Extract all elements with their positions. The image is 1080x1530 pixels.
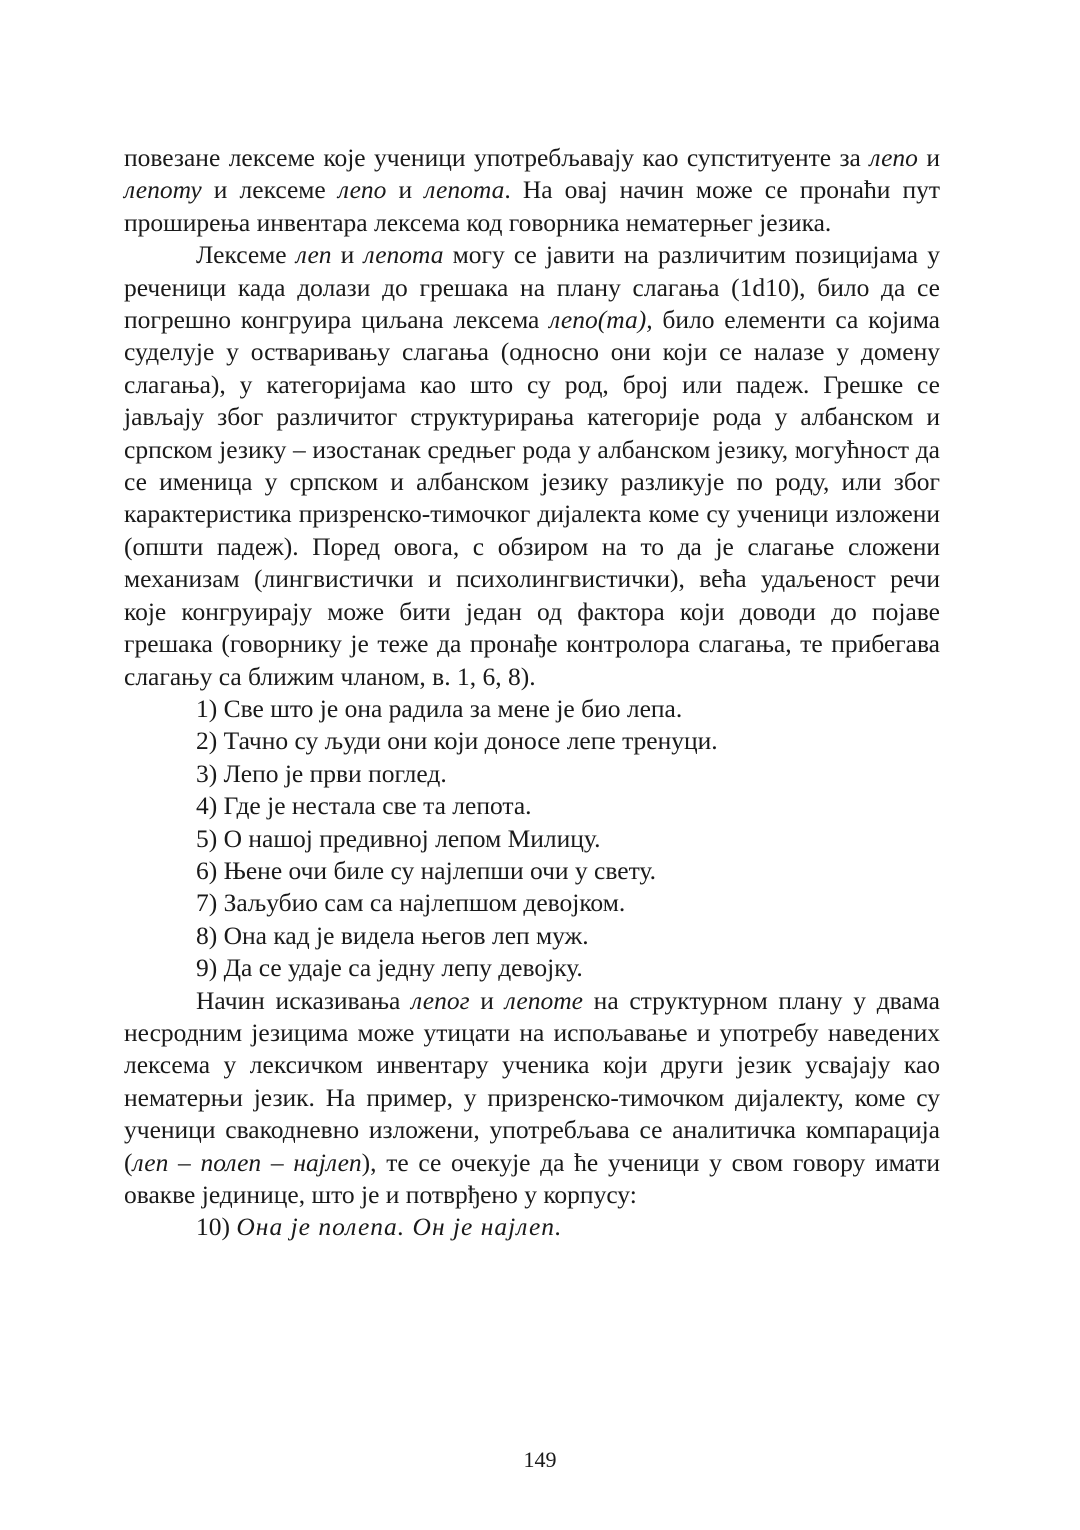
example-list: [124, 693, 940, 985]
example-number: 10): [196, 1212, 230, 1242]
example-item-final: [124, 1211, 940, 1243]
paragraph-1: [124, 142, 940, 239]
example-item: [124, 823, 940, 855]
italic-term: лепоту: [124, 175, 202, 205]
example-number: 8): [196, 920, 218, 950]
example-item: [124, 725, 940, 757]
page-body: [124, 142, 940, 1244]
text-run: и лексеме: [201, 175, 338, 205]
text-run: . На овај начин може се пронаћи пут проширења инвентара лексема код говорника нематерњег језика.: [124, 175, 940, 237]
text-run: и: [386, 175, 425, 205]
example-number: 1): [196, 693, 218, 723]
example-item: [124, 920, 940, 952]
example-number: 3): [196, 758, 218, 788]
example-text: Да се удаје са једну лепу девојку.: [223, 953, 583, 983]
text-run: ), те се очекује да ће ученици у свом говору имати овакве јединице, што је и потврђено у корпусу:: [124, 1147, 940, 1209]
italic-term: леп – полеп – најлеп: [132, 1147, 362, 1177]
example-number: 6): [196, 855, 218, 885]
text-run: могу се јавити на различитим позицијама у реченици када долази до грешака на плану слагања (1d10), било да се погрешно конгруира циљана лексема: [124, 240, 940, 335]
example-text: Где је нестала све та лепота.: [223, 791, 532, 821]
example-text: Она је полепа. Он је најлеп.: [236, 1212, 563, 1242]
example-number: 9): [196, 953, 218, 983]
text-run: и: [917, 143, 940, 172]
example-text: Лепо је први поглед.: [223, 758, 447, 788]
example-item: [124, 855, 940, 887]
example-number: 4): [196, 791, 218, 821]
example-number: 5): [196, 823, 218, 853]
text-run: и: [331, 240, 364, 270]
example-number: 2): [196, 726, 218, 756]
example-text: Њене очи биле су најлепши очи у свету.: [223, 855, 656, 885]
italic-term: лепог: [411, 985, 470, 1015]
page-number: 149: [523, 1447, 557, 1472]
text-run: Начин исказивања: [196, 985, 412, 1015]
italic-term: лепота: [424, 175, 505, 205]
example-text: Она кад је видела његов леп муж.: [223, 920, 589, 950]
example-text: Све што је она радила за мене је био лепа.: [223, 693, 683, 723]
example-item: [124, 758, 940, 790]
example-item: [124, 790, 940, 822]
text-run: на структурном плану у двама несродним језицима може утицати на испољавање и употребу наведених лексема у лексичком инвентару ученика који други језик усвајају као нематерњи језик. На пример, у призренско-тимочком дијалекту, коме су ученици свакодневно изложени, употребљава се аналитичка компарација (: [124, 985, 940, 1177]
italic-term: лепо: [869, 143, 918, 172]
paragraph-2: [124, 239, 940, 693]
text-run: и: [469, 985, 505, 1015]
example-text: Тачно су људи они који доносе лепе тренуци.: [223, 726, 718, 756]
example-number: 7): [196, 888, 218, 918]
italic-term: леп: [295, 240, 332, 270]
paragraph-3: [124, 985, 940, 1212]
text-run: повезане лексеме које ученици употребљавају као супституенте за: [124, 143, 870, 172]
example-text: Заљубио сам са најлепшом девојком.: [223, 888, 626, 918]
example-item: [124, 887, 940, 919]
italic-term: лепо(та),: [549, 305, 653, 335]
example-text: О нашој предивној лепом Милицу.: [223, 823, 601, 853]
example-item: [124, 693, 940, 725]
example-item: [124, 952, 940, 984]
text-run: било елементи са којима суделује у остваривању слагања (односно они који се налазе у домену слагања), у категоријама као што су род, број или падеж. Грешке се јављају због различитог структурирања категорије рода у албанском и српском језику – изостанак средњег рода у албанском језику, могућност да се именица у српском и албанском језику разликује по роду, или због карактеристика призренско-тимочког дијалекта коме су ученици изложени (општи падеж). Поред овога, с обзиром на то да је слагање сложени механизам (лингвистички и психолингвистички), већа удаљеност речи које конгруирају може бити један од фактора који доводи до појаве грешака (говорнику је теже да пронађе контролора слагања, те прибегава слагању са ближим чланом, в. 1, 6, 8).: [124, 305, 940, 691]
text-run: Лексеме: [196, 240, 296, 270]
italic-term: лепо: [337, 175, 387, 205]
italic-term: лепота: [363, 240, 444, 270]
italic-term: лепоте: [504, 985, 583, 1015]
